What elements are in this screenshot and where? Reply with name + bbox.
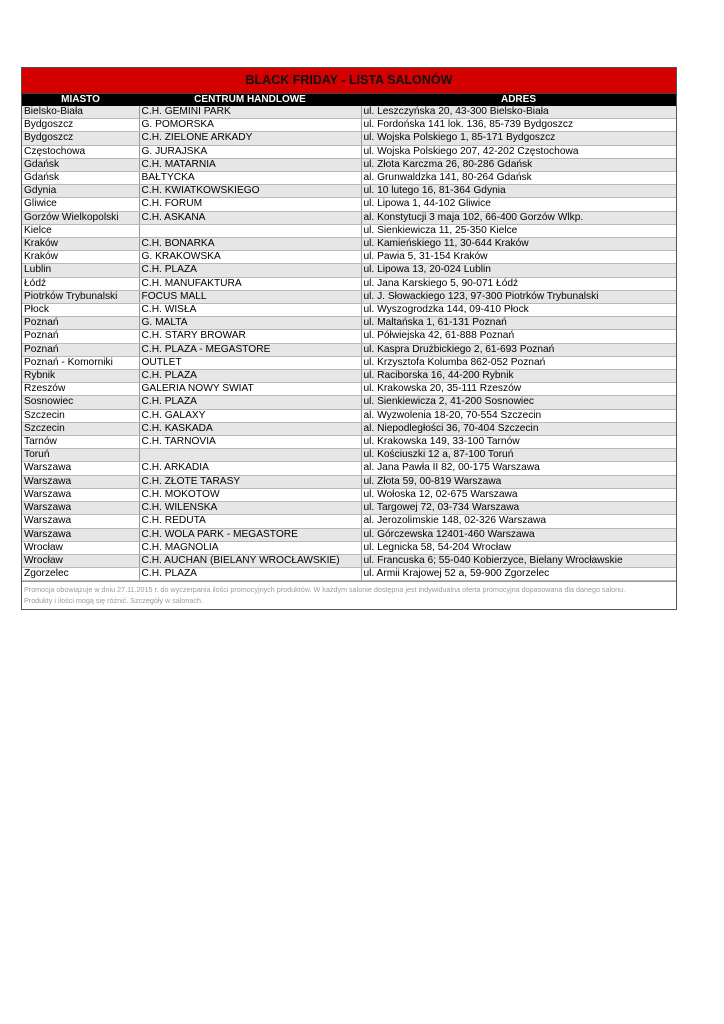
city-cell: Warszawa <box>22 502 139 515</box>
mall-cell: C.H. KWIATKOWSKIEGO <box>139 185 361 198</box>
footnote <box>22 581 676 609</box>
table-row <box>22 409 676 422</box>
address-cell: ul. Francuska 6; 55-040 Kobierzyce, Bielany Wrocławskie <box>361 554 676 567</box>
mall-cell: C.H. MAGNOLIA <box>139 541 361 554</box>
city-cell: Warszawa <box>22 528 139 541</box>
city-cell: Kraków <box>22 251 139 264</box>
mall-cell: BAŁTYCKA <box>139 172 361 185</box>
city-cell: Łódź <box>22 277 139 290</box>
mall-cell <box>139 449 361 462</box>
city-cell: Wrocław <box>22 541 139 554</box>
city-cell: Warszawa <box>22 488 139 501</box>
city-cell: Bielsko-Biała <box>22 106 139 119</box>
city-cell: Warszawa <box>22 475 139 488</box>
address-cell: ul. Złota 59, 00-819 Warszawa <box>361 475 676 488</box>
city-cell: Poznań <box>22 330 139 343</box>
city-cell: Piotrków Trybunalski <box>22 290 139 303</box>
table-row <box>22 370 676 383</box>
city-cell: Poznań - Komorniki <box>22 356 139 369</box>
mall-cell: C.H. ASKANA <box>139 211 361 224</box>
table-row <box>22 277 676 290</box>
city-cell: Poznań <box>22 343 139 356</box>
address-cell: ul. Wojska Polskiego 207, 42-202 Częstochowa <box>361 145 676 158</box>
table-row <box>22 343 676 356</box>
address-cell: ul. Wojska Polskiego 1, 85-171 Bydgoszcz <box>361 132 676 145</box>
address-cell: al. Grunwaldzka 141, 80-264 Gdańsk <box>361 172 676 185</box>
column-header-mall: CENTRUM HANDLOWE <box>139 94 361 106</box>
address-cell: ul. Wyszogrodzka 144, 09-410 Płock <box>361 304 676 317</box>
mall-cell: G. JURAJSKA <box>139 145 361 158</box>
city-cell: Toruń <box>22 449 139 462</box>
table-row <box>22 145 676 158</box>
mall-cell: C.H. PLAZA <box>139 370 361 383</box>
table-row <box>22 224 676 237</box>
table-header-row <box>22 94 676 106</box>
city-cell: Częstochowa <box>22 145 139 158</box>
mall-cell: OUTLET <box>139 356 361 369</box>
address-cell: ul. Kościuszki 12 a, 87-100 Toruń <box>361 449 676 462</box>
city-cell: Kielce <box>22 224 139 237</box>
table-row <box>22 317 676 330</box>
table-row <box>22 158 676 171</box>
address-cell: al. Jana Pawła II 82, 00-175 Warszawa <box>361 462 676 475</box>
city-cell: Rybnik <box>22 370 139 383</box>
table-row <box>22 396 676 409</box>
city-cell: Tarnów <box>22 436 139 449</box>
address-cell: ul. Maltańska 1, 61-131 Poznań <box>361 317 676 330</box>
city-cell: Bydgoszcz <box>22 132 139 145</box>
mall-cell: G. POMORSKA <box>139 119 361 132</box>
mall-cell: C.H. WISŁA <box>139 304 361 317</box>
mall-cell: C.H. PLAZA <box>139 396 361 409</box>
address-cell: ul. Krakowska 149, 33-100 Tarnów <box>361 436 676 449</box>
address-cell: ul. Sienkiewicza 11, 25-350 Kielce <box>361 224 676 237</box>
address-cell: ul. Złota Karczma 26, 80-286 Gdańsk <box>361 158 676 171</box>
address-cell: ul. Wołoska 12, 02-675 Warszawa <box>361 488 676 501</box>
city-cell: Gorzów Wielkopolski <box>22 211 139 224</box>
city-cell: Płock <box>22 304 139 317</box>
address-cell: ul. Lipowa 1, 44-102 Gliwice <box>361 198 676 211</box>
city-cell: Rzeszów <box>22 383 139 396</box>
table-row <box>22 488 676 501</box>
table-row <box>22 528 676 541</box>
address-cell: ul. Armii Krajowej 52 a, 59-900 Zgorzelec <box>361 568 676 581</box>
table-row <box>22 198 676 211</box>
address-cell: ul. Kamieńskiego 11, 30-644 Kraków <box>361 238 676 251</box>
table-row <box>22 515 676 528</box>
address-cell: ul. J. Słowackiego 123, 97-300 Piotrków Trybunalski <box>361 290 676 303</box>
address-cell: al. Jerozolimskie 148, 02-326 Warszawa <box>361 515 676 528</box>
address-cell: ul. Lipowa 13, 20-024 Lublin <box>361 264 676 277</box>
table-row <box>22 119 676 132</box>
table-row <box>22 211 676 224</box>
mall-cell: C.H. PLAZA - MEGASTORE <box>139 343 361 356</box>
city-cell: Gdynia <box>22 185 139 198</box>
address-cell: ul. Raciborska 16, 44-200 Rybnik <box>361 370 676 383</box>
column-header-address: ADRES <box>361 94 676 106</box>
store-list-sheet <box>21 67 677 610</box>
mall-cell: C.H. MOKOTÓW <box>139 488 361 501</box>
table-row <box>22 356 676 369</box>
address-cell: ul. Górczewska 12401-460 Warszawa <box>361 528 676 541</box>
footnote-line-1: Promocja obowiązuje w dniu 27.11.2015 r. do wyczerpania ilości promocyjnych produktów. W każdym salonie dostępna jest indywidualna oferta promocyjna dopasowana dla danego salonu. <box>24 585 626 595</box>
city-cell: Bydgoszcz <box>22 119 139 132</box>
table-row <box>22 238 676 251</box>
mall-cell: C.H. WILEŃSKA <box>139 502 361 515</box>
mall-cell: C.H. ARKADIA <box>139 462 361 475</box>
address-cell: ul. Fordońska 141 lok. 136, 85-739 Bydgoszcz <box>361 119 676 132</box>
table-row <box>22 422 676 435</box>
mall-cell: G. MALTA <box>139 317 361 330</box>
table-row <box>22 172 676 185</box>
address-cell: ul. Jana Karskiego 5, 90-071 Łódź <box>361 277 676 290</box>
address-cell: ul. Kaspra Drużbickiego 2, 61-693 Poznań <box>361 343 676 356</box>
table-row <box>22 436 676 449</box>
address-cell: ul. Sienkiewicza 2, 41-200 Sosnowiec <box>361 396 676 409</box>
mall-cell: C.H. KASKADA <box>139 422 361 435</box>
footnote-line-2: Produkty i ilości mogą się różnić. Szczegóły w salonach. <box>24 595 203 605</box>
table-row <box>22 132 676 145</box>
table-row <box>22 185 676 198</box>
address-cell: ul. Targowej 72, 03-734 Warszawa <box>361 502 676 515</box>
mall-cell: C.H. WOLA PARK - MEGASTORE <box>139 528 361 541</box>
table-row <box>22 264 676 277</box>
table-row <box>22 541 676 554</box>
mall-cell: C.H. MATARNIA <box>139 158 361 171</box>
table-row <box>22 383 676 396</box>
table-row <box>22 449 676 462</box>
mall-cell: GALERIA NOWY ŚWIAT <box>139 383 361 396</box>
city-cell: Gdańsk <box>22 158 139 171</box>
address-cell: ul. Pawia 5, 31-154 Kraków <box>361 251 676 264</box>
table-row <box>22 304 676 317</box>
address-cell: ul. Krakowska 20, 35-111 Rzeszów <box>361 383 676 396</box>
mall-cell: C.H. BONARKA <box>139 238 361 251</box>
mall-cell: G. KRAKOWSKA <box>139 251 361 264</box>
mall-cell: C.H. REDUTA <box>139 515 361 528</box>
address-cell: al. Niepodległości 36, 70-404 Szczecin <box>361 422 676 435</box>
table-row <box>22 568 676 581</box>
mall-cell <box>139 224 361 237</box>
city-cell: Kraków <box>22 238 139 251</box>
address-cell: ul. 10 lutego 16, 81-364 Gdynia <box>361 185 676 198</box>
mall-cell: FOCUS MALL <box>139 290 361 303</box>
column-header-city: MIASTO <box>22 94 139 106</box>
mall-cell: C.H. ZIELONE ARKADY <box>139 132 361 145</box>
table-row <box>22 502 676 515</box>
table-row <box>22 475 676 488</box>
mall-cell: C.H. FORUM <box>139 198 361 211</box>
mall-cell: C.H. TARNOVIA <box>139 436 361 449</box>
table-row <box>22 330 676 343</box>
city-cell: Sosnowiec <box>22 396 139 409</box>
mall-cell: C.H. GEMINI PARK <box>139 106 361 119</box>
table-body <box>22 106 676 581</box>
city-cell: Gdańsk <box>22 172 139 185</box>
address-cell: ul. Krzysztofa Kolumba 862-052 Poznań <box>361 356 676 369</box>
city-cell: Zgorzelec <box>22 568 139 581</box>
city-cell: Warszawa <box>22 462 139 475</box>
address-cell: al. Wyzwolenia 18-20, 70-554 Szczecin <box>361 409 676 422</box>
mall-cell: C.H. ZŁOTE TARASY <box>139 475 361 488</box>
city-cell: Gliwice <box>22 198 139 211</box>
mall-cell: C.H. MANUFAKTURA <box>139 277 361 290</box>
mall-cell: C.H. PLAZA <box>139 568 361 581</box>
table-row <box>22 106 676 119</box>
city-cell: Wrocław <box>22 554 139 567</box>
table-row <box>22 462 676 475</box>
page-title: BLACK FRIDAY - LISTA SALONÓW <box>22 68 676 94</box>
city-cell: Szczecin <box>22 409 139 422</box>
city-cell: Poznań <box>22 317 139 330</box>
mall-cell: C.H. GALAXY <box>139 409 361 422</box>
city-cell: Warszawa <box>22 515 139 528</box>
mall-cell: C.H. STARY BROWAR <box>139 330 361 343</box>
mall-cell: C.H. PLAZA <box>139 264 361 277</box>
address-cell: ul. Półwiejska 42, 61-888 Poznań <box>361 330 676 343</box>
address-cell: ul. Leszczyńska 20, 43-300 Bielsko-Biała <box>361 106 676 119</box>
city-cell: Lublin <box>22 264 139 277</box>
city-cell: Szczecin <box>22 422 139 435</box>
table-row <box>22 290 676 303</box>
store-table <box>22 94 676 581</box>
address-cell: al. Konstytucji 3 maja 102, 66-400 Gorzów Wlkp. <box>361 211 676 224</box>
mall-cell: C.H. AUCHAN (BIELANY WROCŁAWSKIE) <box>139 554 361 567</box>
address-cell: ul. Legnicka 58, 54-204 Wrocław <box>361 541 676 554</box>
table-row <box>22 251 676 264</box>
table-row <box>22 554 676 567</box>
